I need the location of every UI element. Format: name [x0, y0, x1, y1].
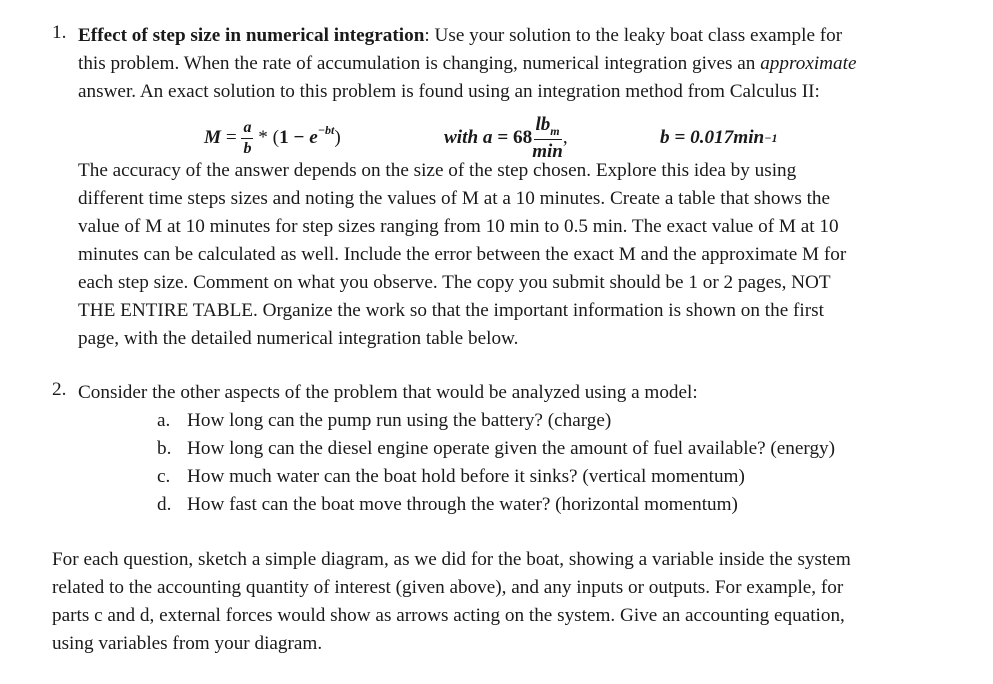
closing-line: For each question, sketch a simple diagram, as we did for the boat, showing a variable inside the system — [52, 549, 851, 570]
formula-times: * ( — [253, 127, 280, 148]
q1-approximate: approximate — [760, 53, 857, 74]
q1-para-line: value of M at 10 minutes for step sizes ranging from 10 min to 0.5 min. The exact value of M at 10 — [78, 216, 839, 237]
q1-formula-a — [444, 114, 568, 162]
q1-line-2-text: this problem. When the rate of accumulation is changing, numerical integration gives an — [78, 53, 761, 74]
q1-para-line: each step size. Comment on what you observe. The copy you submit should be 1 or 2 pages, NOT — [78, 272, 831, 293]
formula-equals: = — [221, 127, 242, 148]
formula-a: a — [241, 120, 253, 139]
formula-close-paren: ) — [334, 127, 341, 148]
formula-comma: , — [562, 127, 568, 148]
closing-line: parts c and d, external forces would show as arrows acting on the system. Give an accounting equation, — [52, 605, 845, 626]
q2-part-text: How much water can the boat hold before it sinks? (vertical momentum) — [187, 466, 745, 487]
q2-part-label: c. — [157, 466, 171, 487]
closing-line: related to the accounting quantity of interest (given above), and any inputs or outputs. For example, for — [52, 577, 844, 598]
q2-intro: Consider the other aspects of the problem that would be analyzed using a model: — [78, 382, 698, 403]
formula-m-symbol: M — [204, 127, 222, 148]
q1-line-1-text: : Use your solution to the leaky boat class example for — [424, 25, 843, 46]
formula-min: min — [532, 140, 563, 162]
formula-unit-fraction — [532, 115, 563, 161]
q2-part-label: d. — [157, 494, 172, 515]
formula-a-over-b — [241, 120, 253, 157]
q1-para-line: THE ENTIRE TABLE. Organize the work so that the important information is shown on the first — [78, 300, 824, 321]
q2-part-text: How long can the diesel engine operate given the amount of fuel available? (energy) — [187, 438, 836, 459]
q1-number: 1. — [52, 22, 67, 43]
q2-part-text: How fast can the boat move through the water? (horizontal momentum) — [187, 494, 738, 515]
q1-para-line: minutes can be calculated as well. Include the error between the exact M and the approximate M for — [78, 244, 847, 265]
q1-title: Effect of step size in numerical integration — [78, 25, 425, 46]
q2-number: 2. — [52, 379, 67, 400]
q1-line-2 — [78, 50, 856, 78]
q1-formula-m — [204, 114, 341, 162]
formula-exponential: $e^{-bt}$ — [309, 123, 335, 148]
q1-formula-b: b = 0.017min −1 — [660, 127, 778, 148]
formula-with-a: with a — [444, 127, 493, 148]
formula-exponent: −bt — [317, 123, 335, 137]
formula-b-symbol: b — [660, 127, 670, 148]
q2-part-label: a. — [157, 410, 171, 431]
closing-line: using variables from your diagram. — [52, 633, 323, 654]
formula-one-minus: 1 − — [279, 127, 310, 148]
q1-line-3: answer. An exact solution to this problem is found using an integration method from Calculus II: — [78, 81, 820, 102]
q1-para-line: The accuracy of the answer depends on the size of the step chosen. Explore this idea by using — [78, 160, 797, 181]
q1-line-1 — [78, 22, 842, 50]
formula-b-value: = 0.017min — [669, 127, 765, 148]
q2-part-label: b. — [157, 438, 172, 459]
formula-lbm: $lb_m$ — [535, 114, 560, 138]
formula-b: b — [243, 139, 252, 157]
q2-part-text: How long can the pump run using the battery? (charge) — [187, 410, 612, 431]
q1-para-line: different time steps sizes and noting the values of M at a 10 minutes. Create a table that shows the — [78, 188, 831, 209]
q1-para-line: page, with the detailed numerical integration table below. — [78, 328, 519, 349]
formula-a-value: = 68 — [492, 127, 533, 148]
